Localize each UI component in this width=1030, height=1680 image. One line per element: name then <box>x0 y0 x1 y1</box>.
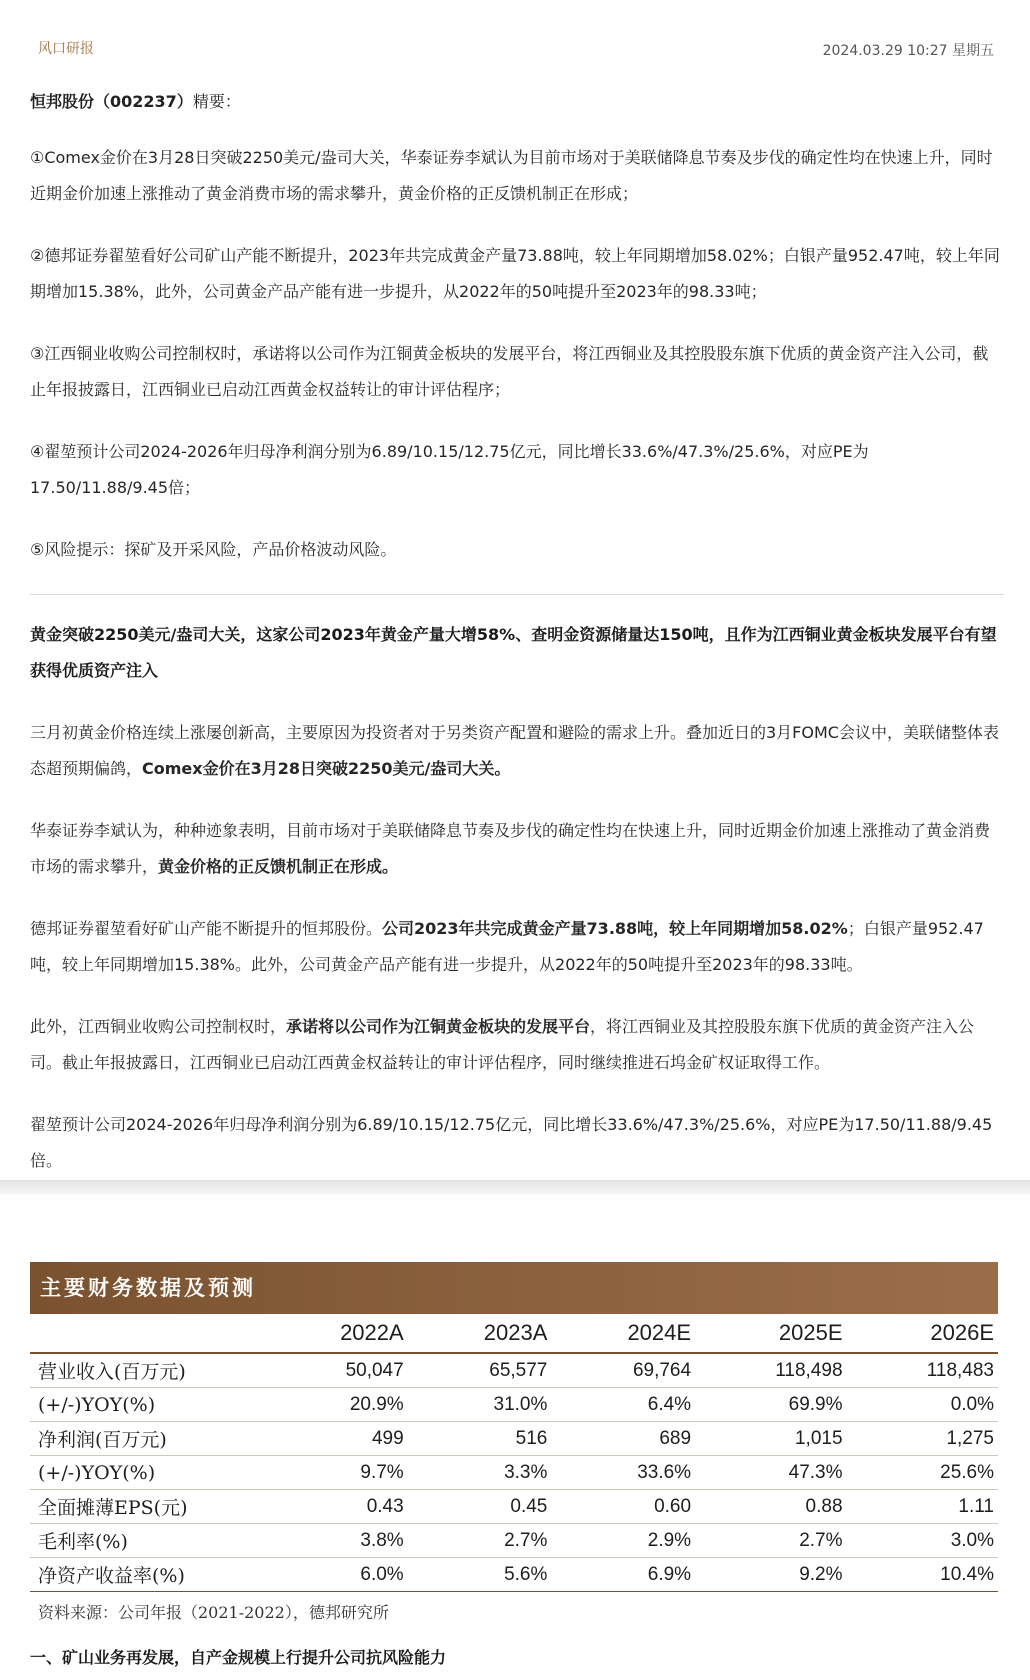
summary-item: ⑤风险提示：探矿及开采风险，产品价格波动风险。 <box>30 540 397 559</box>
table-cell: 31.0% <box>408 1388 552 1422</box>
row-label: 净资产收益率(%) <box>30 1558 264 1592</box>
table-cell: 3.3% <box>408 1456 552 1490</box>
row-label: 全面摊薄EPS(元) <box>30 1490 264 1524</box>
body-paragraph <box>30 911 1004 983</box>
table-cell: 9.2% <box>695 1558 846 1592</box>
table-cell: 1,015 <box>695 1422 846 1456</box>
body-emphasis: 公司2023年共完成黄金产量73.88吨，较上年同期增加58.02% <box>382 919 848 938</box>
body-text: 德邦证券翟堃看好矿山产能不断提升的恒邦股份。 <box>30 919 383 938</box>
table-cell: 118,483 <box>847 1353 998 1388</box>
company-name: 恒邦股份（002237） <box>30 92 193 111</box>
table-cell: 2.7% <box>408 1524 552 1558</box>
column-header: 2025E <box>695 1314 846 1353</box>
body-text: ，将江西铜业及其控股股东旗下优质的黄金资产注入公司。截止年报披露日，江西铜业已启动江西黄金权益转让的审计评估程序，同时继续推进石坞金矿权证取得工作。 <box>30 1017 975 1072</box>
divider <box>30 594 1004 595</box>
title-suffix: 精要： <box>192 92 241 111</box>
summary-item: ②德邦证券翟堃看好公司矿山产能不断提升，2023年共完成黄金产量73.88吨，较上年同期增加58.02%；白银产量952.47吨，较上年同期增加15.38%，此外，公司黄金产品产能有进一步提升，从2022年的50吨提升至2023年的98.33吨； <box>30 246 1000 301</box>
body-paragraph <box>30 1009 1004 1081</box>
section-heading: 一、矿山业务再发展，自产金规模上行提升公司抗风险能力 <box>30 1648 447 1667</box>
table-cell: 20.9% <box>264 1388 408 1422</box>
table-cell: 0.45 <box>408 1490 552 1524</box>
table-row <box>30 1524 998 1558</box>
row-label: (+/-)YOY(%) <box>30 1456 264 1490</box>
body-text: ；白银产量952.47吨，较上年同期增加15.38%。此外，公司黄金产品产能有进一步提升，从2022年的50吨提升至2023年的98.33吨。 <box>30 919 984 974</box>
table-cell: 689 <box>551 1422 695 1456</box>
table-header-row <box>30 1314 998 1353</box>
table-row <box>30 1558 998 1592</box>
table-cell: 0.43 <box>264 1490 408 1524</box>
body-emphasis: Comex金价在3月28日突破2250美元/盎司大关。 <box>142 759 511 778</box>
table-cell: 10.4% <box>847 1558 998 1592</box>
article-headline: 黄金突破2250美元/盎司大关，这家公司2023年黄金产量大增58%、查明金资源储量达150吨，且作为江西铜业黄金板块发展平台有望获得优质资产注入 <box>30 625 997 680</box>
section-separator-band <box>0 1180 1030 1194</box>
page-header <box>0 0 1030 80</box>
table-row <box>30 1388 998 1422</box>
table-cell: 118,498 <box>695 1353 846 1388</box>
table-cell: 499 <box>264 1422 408 1456</box>
column-header: 2026E <box>847 1314 998 1353</box>
table-cell: 1,275 <box>847 1422 998 1456</box>
table-title: 主要财务数据及预测 <box>30 1262 998 1314</box>
table-cell: 6.4% <box>551 1388 695 1422</box>
body-text: 此外，江西铜业收购公司控制权时， <box>30 1017 287 1036</box>
table-cell: 0.60 <box>551 1490 695 1524</box>
table-cell: 1.11 <box>847 1490 998 1524</box>
table-cell: 2.7% <box>695 1524 846 1558</box>
article-content <box>30 90 1004 1205</box>
body-paragraph: 翟堃预计公司2024-2026年归母净利润分别为6.89/10.15/12.75亿元，同比增长33.6%/47.3%/25.6%，对应PE为17.50/11.88/9.45倍。 <box>30 1115 993 1170</box>
table-row <box>30 1353 998 1388</box>
source-label[interactable]: 风口研报 <box>38 41 94 57</box>
table-cell: 25.6% <box>847 1456 998 1490</box>
table-cell: 0.0% <box>847 1388 998 1422</box>
table-row <box>30 1456 998 1490</box>
publish-datetime: 2024.03.29 10:27 星期五 <box>822 43 994 59</box>
row-label: 净利润(百万元) <box>30 1422 264 1456</box>
table-cell: 9.7% <box>264 1456 408 1490</box>
column-header: 2024E <box>551 1314 695 1353</box>
column-header: 2023A <box>408 1314 552 1353</box>
article-title <box>30 90 1004 114</box>
financial-table-figure <box>30 1262 998 1623</box>
table-cell: 6.0% <box>264 1558 408 1592</box>
body-emphasis: 承诺将以公司作为江铜黄金板块的发展平台 <box>286 1017 591 1036</box>
table-cell: 5.6% <box>408 1558 552 1592</box>
table-cell: 33.6% <box>551 1456 695 1490</box>
financial-table <box>30 1314 998 1592</box>
table-cell: 69.9% <box>695 1388 846 1422</box>
table-cell: 47.3% <box>695 1456 846 1490</box>
summary-item: ①Comex金价在3月28日突破2250美元/盎司大关，华泰证券李斌认为目前市场对于美联储降息节奏及步伐的确定性均在快速上升，同时近期金价加速上涨推动了黄金消费市场的需求攀升，黄金价格的正反馈机制正在形成； <box>30 148 993 203</box>
table-cell: 65,577 <box>408 1353 552 1388</box>
body-text: 三月初黄金价格连续上涨屡创新高，主要原因为投资者对于另类资产配置和避险的需求上升。叠加近日的3月FOMC会议中，美联储整体表态超预期偏鸽， <box>30 723 999 778</box>
table-cell: 2.9% <box>551 1524 695 1558</box>
body-emphasis: 黄金价格的正反馈机制正在形成。 <box>158 857 399 876</box>
body-paragraph <box>30 813 1004 885</box>
table-row <box>30 1422 998 1456</box>
table-cell: 3.8% <box>264 1524 408 1558</box>
table-corner <box>30 1314 264 1353</box>
table-source-note: 资料来源：公司年报（2021-2022），德邦研究所 <box>38 1603 389 1622</box>
body-paragraph <box>30 715 1004 787</box>
table-cell: 0.88 <box>695 1490 846 1524</box>
table-cell: 69,764 <box>551 1353 695 1388</box>
summary-item: ③江西铜业收购公司控制权时，承诺将以公司作为江铜黄金板块的发展平台，将江西铜业及其控股股东旗下优质的黄金资产注入公司，截止年报披露日，江西铜业已启动江西黄金权益转让的审计评估程序； <box>30 344 989 399</box>
row-label: 毛利率(%) <box>30 1524 264 1558</box>
row-label: (+/-)YOY(%) <box>30 1388 264 1422</box>
body-text: 华泰证券李斌认为，种种迹象表明，目前市场对于美联储降息节奏及步伐的确定性均在快速上升，同时近期金价加速上涨推动了黄金消费市场的需求攀升， <box>30 821 991 876</box>
row-label: 营业收入(百万元) <box>30 1353 264 1388</box>
column-header: 2022A <box>264 1314 408 1353</box>
table-cell: 3.0% <box>847 1524 998 1558</box>
table-cell: 6.9% <box>551 1558 695 1592</box>
summary-item: ④翟堃预计公司2024-2026年归母净利润分别为6.89/10.15/12.75亿元，同比增长33.6%/47.3%/25.6%，对应PE为17.50/11.88/9.45倍； <box>30 442 869 497</box>
table-row <box>30 1490 998 1524</box>
table-cell: 50,047 <box>264 1353 408 1388</box>
table-cell: 516 <box>408 1422 552 1456</box>
